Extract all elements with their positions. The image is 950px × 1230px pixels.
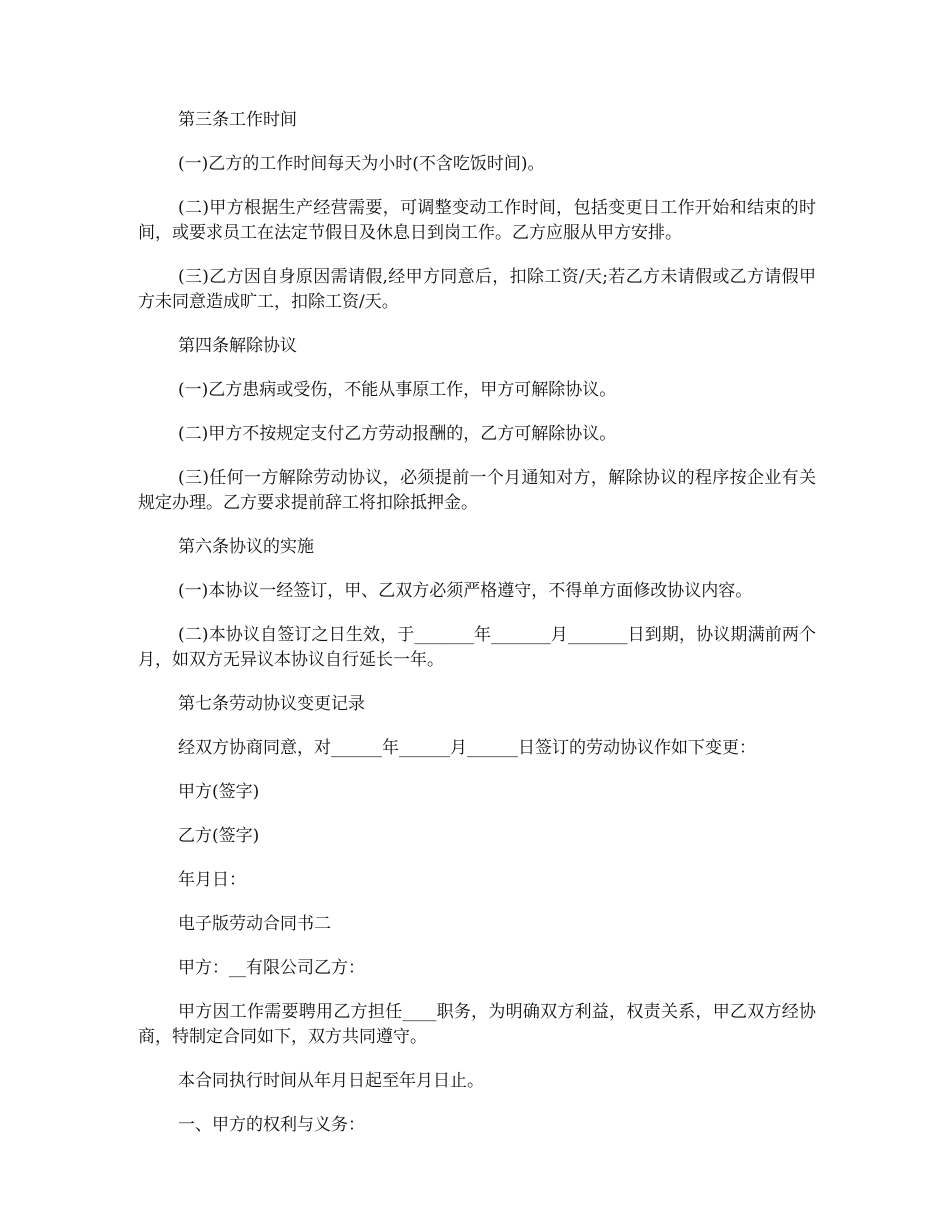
clause-change-agreement: 经双方协商同意，对______年______月______日签订的劳动协议作如下变更： [178,738,756,758]
clause-notice-termination: (三)任何一方解除劳动协议，必须提前一个月通知对方，解除协议的程序按企业有关规定办理。乙方要求提前辞工将扣除抵押金。 [138,468,816,513]
contract-two-section-one: 一、甲方的权利与义务： [178,1115,365,1135]
clause-illness-termination: (一)乙方患病或受伤，不能从事原工作，甲方可解除协议。 [178,380,617,400]
signature-party-b: 乙方(签字) [178,826,260,846]
clause-binding-agreement: (一)本协议一经签订，甲、乙双方必须严格遵守，不得单方面修改协议内容。 [178,581,753,601]
contract-two-term: 本合同执行时间从年月日起至年月日止。 [178,1071,484,1091]
contract-two-title: 电子版劳动合同书二 [178,914,331,934]
clause-adjust-hours: (二)甲方根据生产经营需要，可调整变动工作时间，包括变更日工作开始和结束的时间，或要求员工在法定节假日及休息日到岗工作。乙方应服从甲方安排。 [138,198,816,243]
signature-date: 年月日： [178,870,246,890]
signature-party-a: 甲方(签字) [178,782,260,802]
section-heading-change-record: 第七条劳动协议变更记录 [178,694,365,714]
clause-unpaid-termination: (二)甲方不按规定支付乙方劳动报酬的，乙方可解除协议。 [178,424,617,444]
clause-leave-deduction: (三)乙方因自身原因需请假,经甲方同意后，扣除工资/天;若乙方未请假或乙方请假甲方未同意造成旷工，扣除工资/天。 [138,267,816,312]
contract-two-preamble: 甲方因工作需要聘用乙方担任____职务，为明确双方利益，权责关系，甲乙双方经协商，特制定合同如下，双方共同遵守。 [138,1002,816,1047]
section-heading-termination: 第四条解除协议 [178,336,297,356]
section-heading-implementation: 第六条协议的实施 [178,537,314,557]
contract-two-parties: 甲方：__有限公司乙方： [178,958,365,978]
clause-effective-date: (二)本协议自签订之日生效，于_______年_______月_______日到期，协议期满前两个月，如双方无异议本协议自行延长一年。 [138,625,816,670]
section-heading-work-hours: 第三条工作时间 [178,110,297,130]
clause-daily-hours: (一)乙方的工作时间每天为小时(不含吃饭时间)。 [178,154,545,174]
